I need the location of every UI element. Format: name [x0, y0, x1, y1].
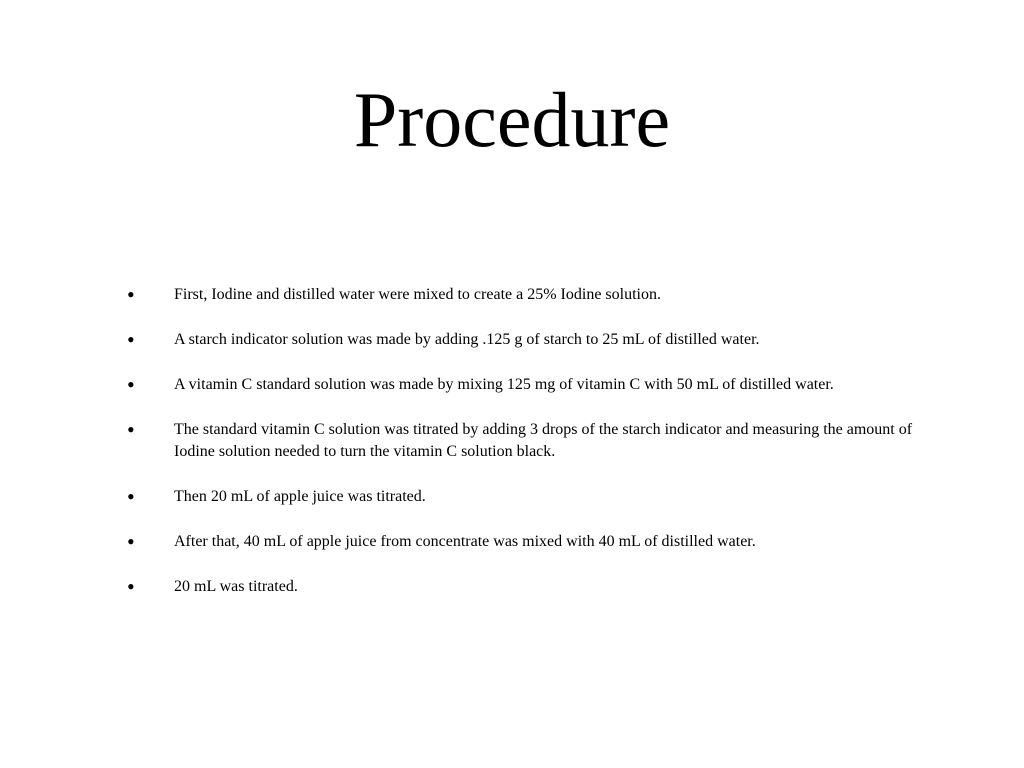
list-item: [127, 329, 927, 351]
bullet-text: Then 20 mL of apple juice was titrated.: [174, 488, 426, 505]
bullet-icon: •: [127, 282, 135, 307]
bullet-text: First, Iodine and distilled water were mixed to create a 25% Iodine solution.: [174, 286, 661, 303]
list-item: [127, 284, 927, 306]
bullet-icon: •: [127, 417, 135, 442]
bullet-text: A starch indicator solution was made by adding .125 g of starch to 25 mL of distilled water.: [174, 331, 760, 348]
list-item: [127, 374, 927, 396]
bullet-icon: •: [127, 574, 135, 599]
bullet-text: The standard vitamin C solution was titrated by adding 3 drops of the starch indicator and measuring the amount of Iodine solution needed to turn the vitamin C solution black.: [174, 421, 913, 460]
bullet-icon: •: [127, 529, 135, 554]
bullet-icon: •: [127, 327, 135, 352]
bullet-text: 20 mL was titrated.: [174, 578, 298, 595]
bullet-icon: •: [127, 484, 135, 509]
list-item: [127, 486, 927, 508]
slide-title: Procedure: [353, 76, 671, 163]
bullet-icon: •: [127, 372, 135, 397]
list-item: [127, 531, 927, 553]
bullet-text: After that, 40 mL of apple juice from concentrate was mixed with 40 mL of distilled water.: [174, 533, 756, 550]
list-item: [127, 419, 927, 463]
list-item: [127, 576, 927, 598]
bullet-list: [127, 284, 927, 621]
bullet-text: A vitamin C standard solution was made by mixing 125 mg of vitamin C with 50 mL of distilled water.: [174, 376, 834, 393]
